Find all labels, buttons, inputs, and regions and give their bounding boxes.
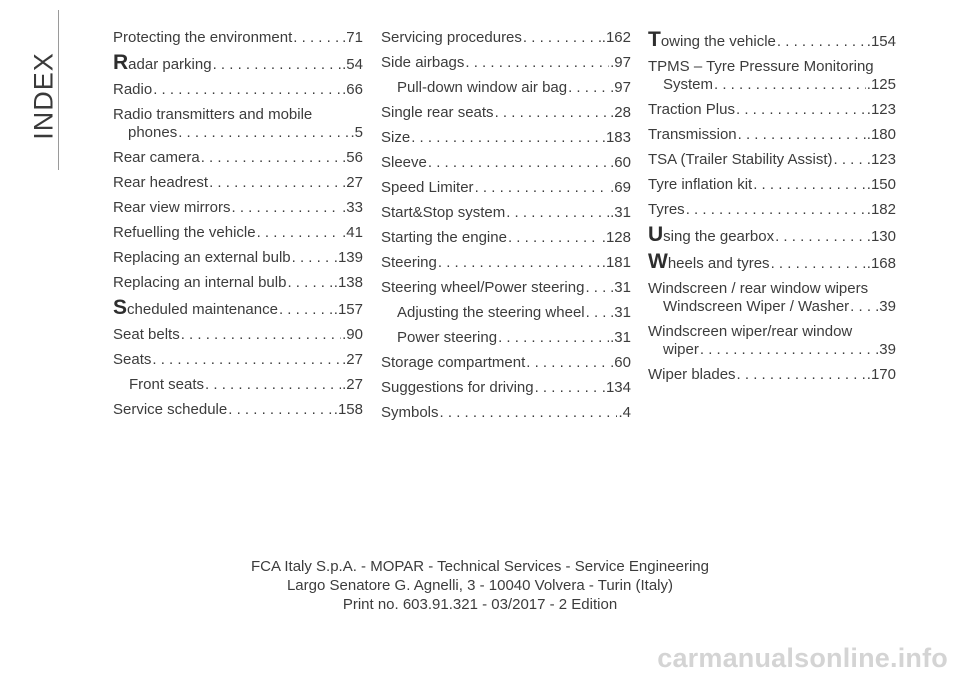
page-number: .60 xyxy=(610,154,631,171)
index-side-title: INDEX xyxy=(28,52,59,140)
entry-label xyxy=(381,379,534,397)
publisher-footer xyxy=(0,557,960,614)
entry-label xyxy=(381,229,507,247)
page-number: .97 xyxy=(610,54,631,71)
index-entry[interactable] xyxy=(381,229,631,247)
index-entry[interactable] xyxy=(113,51,363,74)
dot-leader xyxy=(257,224,342,242)
entry-text: Rear camera xyxy=(113,149,200,166)
entry-label xyxy=(648,58,874,76)
entry-text: Windscreen / rear window wipers xyxy=(648,280,869,297)
index-entry[interactable] xyxy=(648,76,896,94)
index-entry[interactable] xyxy=(648,280,896,298)
dot-leader xyxy=(440,404,618,422)
dot-leader xyxy=(508,229,601,247)
dot-leader xyxy=(411,129,601,147)
dot-leader xyxy=(438,254,601,272)
entry-label xyxy=(113,224,256,242)
index-entry[interactable] xyxy=(648,298,896,316)
dot-leader xyxy=(714,76,866,94)
entry-label xyxy=(113,274,286,292)
entry-text: Replacing an external bulb xyxy=(113,249,291,266)
page-number: .33 xyxy=(342,199,363,216)
page-number: .31 xyxy=(610,304,631,321)
footer-line-company: FCA Italy S.p.A. - MOPAR - Technical Services - Service Engineering xyxy=(251,558,709,575)
index-entry[interactable] xyxy=(381,354,631,372)
dot-leader xyxy=(292,249,333,267)
dot-leader xyxy=(201,149,341,167)
dot-leader xyxy=(465,54,609,72)
index-entry[interactable] xyxy=(113,29,363,47)
entry-text: Windscreen Wiper / Washer xyxy=(663,298,850,315)
entry-text: Power steering xyxy=(397,329,498,346)
index-entry[interactable] xyxy=(113,376,363,394)
page-number: .39 xyxy=(875,341,896,358)
entry-label xyxy=(113,81,152,99)
entry-label xyxy=(397,304,585,322)
entry-text: Wiper blades xyxy=(648,366,736,383)
entry-text: Starting the engine xyxy=(381,229,507,246)
index-entry[interactable] xyxy=(113,81,363,99)
page-number: .54 xyxy=(342,56,363,73)
index-entry[interactable] xyxy=(381,404,631,422)
section-initial-letter: T xyxy=(648,28,661,51)
entry-text: Size xyxy=(381,129,411,146)
page-number: .181 xyxy=(601,254,631,271)
page-number: .4 xyxy=(618,404,631,421)
page-number: .183 xyxy=(601,129,631,146)
dot-leader xyxy=(153,81,341,99)
index-entry[interactable] xyxy=(113,149,363,167)
dot-leader xyxy=(232,199,342,217)
index-entry[interactable] xyxy=(113,174,363,192)
index-entry[interactable] xyxy=(381,104,631,122)
dot-leader xyxy=(428,154,609,172)
index-entry[interactable] xyxy=(113,296,363,319)
entry-text: Windscreen wiper/rear window xyxy=(648,323,853,340)
dot-leader xyxy=(686,201,866,219)
dot-leader xyxy=(287,274,332,292)
entry-label xyxy=(663,76,713,94)
entry-text: TSA (Trailer Stability Assist) xyxy=(648,151,833,168)
index-entry[interactable] xyxy=(113,274,363,292)
page-number: .97 xyxy=(610,79,631,96)
index-entry[interactable] xyxy=(648,28,896,51)
page-number: .158 xyxy=(333,401,363,418)
page-number: .123 xyxy=(866,101,896,118)
entry-text: cheduled maintenance xyxy=(127,301,278,318)
entry-text: phones xyxy=(128,124,178,141)
page-number: .27 xyxy=(342,376,363,393)
entry-label xyxy=(381,29,522,47)
entry-label xyxy=(113,199,231,217)
page-number: .31 xyxy=(610,329,631,346)
section-initial-letter: U xyxy=(648,223,664,246)
entry-label xyxy=(113,401,227,419)
entry-label xyxy=(113,249,291,267)
dot-leader xyxy=(279,301,333,319)
index-entry[interactable] xyxy=(648,176,896,194)
entry-label xyxy=(381,179,474,197)
entry-text: Service schedule xyxy=(113,401,228,418)
entry-label xyxy=(381,154,427,172)
page-number: .5 xyxy=(350,124,363,141)
entry-label xyxy=(648,201,685,219)
dot-leader xyxy=(586,304,610,322)
entry-text: Tyres xyxy=(648,201,685,218)
index-entry[interactable] xyxy=(381,154,631,172)
dot-leader xyxy=(293,29,341,47)
entry-label xyxy=(648,323,852,341)
page-number: .168 xyxy=(866,255,896,272)
entry-label xyxy=(381,129,410,147)
page-number: .41 xyxy=(342,224,363,241)
index-entry[interactable] xyxy=(381,379,631,397)
dot-leader xyxy=(736,101,866,119)
page-number: .157 xyxy=(333,301,363,318)
dot-leader xyxy=(213,56,342,74)
entry-text: heels and tyres xyxy=(667,255,770,272)
entry-text: System xyxy=(663,76,714,93)
entry-label xyxy=(113,296,278,319)
dot-leader xyxy=(737,366,866,384)
dot-leader xyxy=(506,204,609,222)
dot-leader xyxy=(152,351,341,369)
entry-text: sing the gearbox xyxy=(663,228,775,245)
dot-leader xyxy=(753,176,866,194)
footer-line-address: Largo Senatore G. Agnelli, 3 - 10040 Volvera - Turin (Italy) xyxy=(286,577,674,594)
entry-label xyxy=(648,101,735,119)
page-number: .90 xyxy=(342,326,363,343)
entry-text: Radio xyxy=(113,81,153,98)
dot-leader xyxy=(850,298,874,316)
page-number: .134 xyxy=(601,379,631,396)
entry-text: Storage compartment xyxy=(381,354,526,371)
page-number: .39 xyxy=(875,298,896,315)
page-number: .125 xyxy=(866,76,896,93)
index-entry[interactable] xyxy=(648,58,896,76)
entry-label xyxy=(648,28,776,51)
entry-label xyxy=(663,341,699,359)
side-divider xyxy=(58,10,59,170)
index-entry[interactable] xyxy=(648,366,896,384)
footer-line-print-number: Print no. 603.91.321 - 03/2017 - 2 Edition xyxy=(342,596,618,613)
entry-text: Speed Limiter xyxy=(381,179,474,196)
entry-label xyxy=(648,366,736,384)
index-entry[interactable] xyxy=(381,54,631,72)
dot-leader xyxy=(777,33,866,51)
index-entry[interactable] xyxy=(381,254,631,272)
dot-leader xyxy=(585,279,609,297)
index-entry[interactable] xyxy=(113,199,363,217)
entry-text: Refuelling the vehicle xyxy=(113,224,256,241)
entry-text: TPMS – Tyre Pressure Monitoring xyxy=(648,58,874,75)
index-entry[interactable] xyxy=(648,323,896,341)
dot-leader xyxy=(771,255,866,273)
page-number: .123 xyxy=(866,151,896,168)
dot-leader xyxy=(700,341,874,359)
index-entry[interactable] xyxy=(648,223,896,246)
site-watermark: carmanualsonline.info xyxy=(657,643,948,673)
entry-label xyxy=(381,54,464,72)
index-entry[interactable] xyxy=(648,250,896,273)
page-number: .138 xyxy=(333,274,363,291)
page-number: .66 xyxy=(342,81,363,98)
entry-text: Suggestions for driving xyxy=(381,379,534,396)
page-number: .182 xyxy=(866,201,896,218)
entry-label xyxy=(129,376,204,394)
entry-label xyxy=(128,124,177,142)
entry-label xyxy=(648,176,752,194)
entry-text: adar parking xyxy=(128,56,212,73)
index-entry[interactable] xyxy=(381,304,631,322)
dot-leader xyxy=(833,151,865,169)
entry-text: Single rear seats xyxy=(381,104,494,121)
index-entry[interactable] xyxy=(381,329,631,347)
page-number: .154 xyxy=(866,33,896,50)
entry-label xyxy=(381,404,439,422)
entry-label xyxy=(648,223,775,246)
page-number: .130 xyxy=(866,228,896,245)
entry-label xyxy=(113,326,180,344)
entry-text: Tyre inflation kit xyxy=(648,176,753,193)
section-initial-letter: W xyxy=(648,250,668,273)
dot-leader xyxy=(568,79,609,97)
entry-text: Sleeve xyxy=(381,154,427,171)
dot-leader xyxy=(475,179,610,197)
entry-text: Seats xyxy=(113,351,152,368)
index-entry[interactable] xyxy=(113,249,363,267)
entry-text: Traction Plus xyxy=(648,101,735,118)
page-number: .27 xyxy=(342,351,363,368)
index-column-1 xyxy=(113,29,363,426)
entry-label xyxy=(113,29,292,47)
entry-label xyxy=(663,298,849,316)
dot-leader xyxy=(181,326,341,344)
dot-leader xyxy=(178,124,349,142)
entry-text: Steering wheel/Power steering xyxy=(381,279,585,296)
dot-leader xyxy=(495,104,610,122)
page-number: .56 xyxy=(342,149,363,166)
entry-text: owing the vehicle xyxy=(660,33,776,50)
entry-text: Adjusting the steering wheel xyxy=(397,304,585,321)
page-number: .128 xyxy=(601,229,631,246)
dot-leader xyxy=(498,329,609,347)
entry-label xyxy=(648,280,868,298)
index-column-2 xyxy=(381,29,631,429)
entry-text: Front seats xyxy=(129,376,205,393)
entry-label xyxy=(113,106,312,124)
index-entry[interactable] xyxy=(113,106,363,124)
index-column-3 xyxy=(648,29,896,391)
dot-leader xyxy=(535,379,601,397)
dot-leader xyxy=(526,354,609,372)
dot-leader xyxy=(209,174,341,192)
section-initial-letter: S xyxy=(113,296,128,319)
page-number: .150 xyxy=(866,176,896,193)
dot-leader xyxy=(205,376,341,394)
entry-label xyxy=(397,329,497,347)
entry-label xyxy=(648,250,770,273)
entry-text: Steering xyxy=(381,254,437,271)
entry-text: Servicing procedures xyxy=(381,29,522,46)
entry-label xyxy=(113,149,200,167)
dot-leader xyxy=(228,401,333,419)
index-entry[interactable] xyxy=(648,341,896,359)
dot-leader xyxy=(775,228,866,246)
entry-text: wiper xyxy=(663,341,699,358)
entry-text: Side airbags xyxy=(381,54,465,71)
entry-label xyxy=(381,104,494,122)
page-number: .162 xyxy=(601,29,631,46)
page-number: .71 xyxy=(342,29,363,46)
index-entry[interactable] xyxy=(381,79,631,97)
page-number: .31 xyxy=(610,204,631,221)
page-number: .170 xyxy=(866,366,896,383)
index-entry[interactable] xyxy=(381,204,631,222)
index-entry[interactable] xyxy=(381,279,631,297)
entry-text: Replacing an internal bulb xyxy=(113,274,287,291)
entry-text: Seat belts xyxy=(113,326,180,343)
index-entry[interactable] xyxy=(113,124,363,142)
index-entry[interactable] xyxy=(113,224,363,242)
index-entry[interactable] xyxy=(381,179,631,197)
entry-label xyxy=(381,204,505,222)
page-number: .139 xyxy=(333,249,363,266)
entry-text: Transmission xyxy=(648,126,737,143)
entry-text: Start&Stop system xyxy=(381,204,506,221)
entry-label xyxy=(113,174,208,192)
entry-label xyxy=(381,279,584,297)
entry-label xyxy=(648,151,832,169)
entry-text: Symbols xyxy=(381,404,439,421)
index-entry[interactable] xyxy=(381,29,631,47)
page-number: .69 xyxy=(610,179,631,196)
index-entry[interactable] xyxy=(113,351,363,369)
entry-text: Rear view mirrors xyxy=(113,199,231,216)
index-entry[interactable] xyxy=(381,129,631,147)
entry-text: Rear headrest xyxy=(113,174,209,191)
entry-text: Radio transmitters and mobile xyxy=(113,106,313,123)
entry-label xyxy=(381,354,525,372)
dot-leader xyxy=(738,126,866,144)
page-number: .31 xyxy=(610,279,631,296)
dot-leader xyxy=(523,29,601,47)
page-number: .27 xyxy=(342,174,363,191)
entry-text: Protecting the environment xyxy=(113,29,293,46)
index-entry[interactable] xyxy=(648,201,896,219)
index-entry[interactable] xyxy=(113,326,363,344)
index-entry[interactable] xyxy=(648,151,896,169)
index-entry[interactable] xyxy=(113,401,363,419)
index-entry[interactable] xyxy=(648,126,896,144)
entry-text: Pull-down window air bag xyxy=(397,79,568,96)
entry-label xyxy=(648,126,737,144)
entry-label xyxy=(113,351,151,369)
entry-label xyxy=(113,51,212,74)
page-number: .28 xyxy=(610,104,631,121)
entry-label xyxy=(397,79,567,97)
index-entry[interactable] xyxy=(648,101,896,119)
page-number: .60 xyxy=(610,354,631,371)
entry-label xyxy=(381,254,437,272)
section-initial-letter: R xyxy=(113,51,129,74)
page-number: .180 xyxy=(866,126,896,143)
